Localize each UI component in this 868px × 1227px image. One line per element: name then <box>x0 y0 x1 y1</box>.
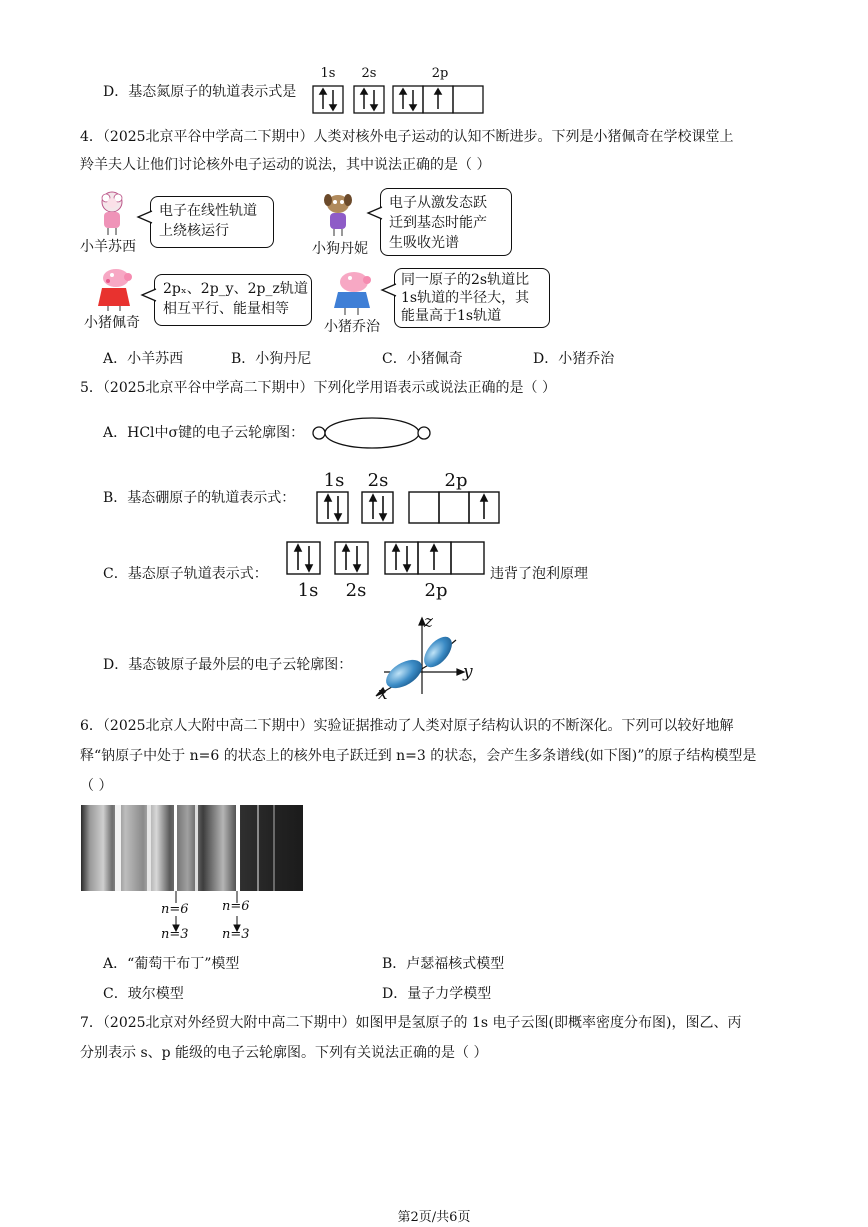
q5-stem: 5．（2025北京平谷中学高二下期中）下列化学用语表示或说法正确的是（ ） <box>80 380 556 396</box>
axis-label-x: x <box>378 684 388 704</box>
speech-bubble-george <box>394 268 550 328</box>
axis-label-z: z <box>424 612 433 632</box>
q5-option-d: D．基态铍原子最外层的电子云轮廓图： <box>103 657 353 673</box>
character-name-peppa: 小猪佩奇 <box>84 315 140 331</box>
speech-line: 能量高于1s轨道 <box>401 308 502 324</box>
boron-orbital-diagram <box>314 490 504 526</box>
speech-line: 2pₓ、2p_y、2p_z轨道 <box>163 281 308 297</box>
orbital-label-1s: 1s <box>320 66 336 81</box>
nitrogen-orbital-diagram <box>310 84 490 116</box>
speech-line: 电子在线性轨道 <box>159 203 257 219</box>
n3-label-left: n=3 <box>161 927 189 942</box>
speech-line: 相互平行、能量相等 <box>163 301 289 317</box>
character-name-danny: 小狗丹妮 <box>312 241 368 257</box>
q3-option-d: D．基态氮原子的轨道表示式是 <box>103 84 297 100</box>
orbital-label-2p: 2p <box>444 470 468 491</box>
axis-label-y: y <box>463 662 473 682</box>
orbital-label-2s: 2s <box>345 580 367 601</box>
n3-label-right: n=3 <box>222 927 250 942</box>
q4-option-d: D．小猪乔治 <box>533 351 615 367</box>
speech-line: 迁到基态时能产 <box>389 215 487 231</box>
bubble-tail <box>380 283 398 297</box>
orbital-label-1s: 1s <box>323 470 345 491</box>
n6-label-right: n=6 <box>222 899 250 914</box>
speech-line: 上绕核运行 <box>159 223 229 239</box>
n6-label-left: n=6 <box>161 902 189 917</box>
q5-option-b: B．基态硼原子的轨道表示式： <box>103 490 296 506</box>
q7-stem-line2: 分别表示 s、p 能级的电子云轮廓图。下列有关说法正确的是（ ） <box>80 1045 488 1061</box>
speech-bubble-danny <box>380 188 512 256</box>
orbital-label-2s: 2s <box>367 470 389 491</box>
q6-option-b: B．卢瑟福核式模型 <box>382 956 505 972</box>
orbital-label-2p: 2p <box>431 66 449 81</box>
dog-character-icon <box>318 192 358 238</box>
sheep-character-icon <box>92 190 132 236</box>
bubble-tail <box>140 288 158 302</box>
character-name-george: 小猪乔治 <box>324 319 380 335</box>
bubble-tail <box>136 210 154 224</box>
q4-option-c: C．小猪佩奇 <box>382 351 463 367</box>
q6-option-d: D．量子力学模型 <box>382 986 492 1002</box>
page-number: 第2页/共6页 <box>397 1210 471 1225</box>
character-name-suzy: 小羊苏西 <box>80 239 136 255</box>
q5-option-c: C．基态原子轨道表示式： <box>103 566 268 582</box>
speech-line: 电子从激发态跃 <box>389 195 487 211</box>
speech-line: 生吸收光谱 <box>389 235 459 251</box>
pig-character-icon <box>94 266 134 312</box>
q4-option-a: A．小羊苏西 <box>103 351 184 367</box>
q4-option-b: B．小狗丹尼 <box>231 351 312 367</box>
hcl-sigma-bond-cloud <box>312 416 432 450</box>
speech-line: 1s轨道的半径大，其 <box>401 290 530 306</box>
q6-stem-line1: 6．（2025北京人大附中高二下期中）实验证据推动了人类对原子结构认识的不断深化。下列可以较好地解 <box>80 718 734 734</box>
sodium-spectrum-image <box>81 805 303 943</box>
speech-bubble-peppa <box>154 274 312 326</box>
q5-c-suffix: 违背了泡利原理 <box>490 566 588 582</box>
orbital-label-2p: 2p <box>424 580 448 601</box>
q5-option-a: A．HCl中σ键的电子云轮廓图： <box>103 425 305 441</box>
q4-stem-line1: 4．（2025北京平谷中学高二下期中）人类对核外电子运动的认知不断进步。下列是小猪佩奇在学校课堂上 <box>80 129 734 145</box>
orbital-label-1s: 1s <box>297 580 319 601</box>
pig-character-george-icon <box>330 268 374 316</box>
q6-option-a: A．“葡萄干布丁”模型 <box>103 956 240 972</box>
orbital-label-2s: 2s <box>361 66 377 81</box>
q6-stem-line3: （ ） <box>80 778 113 794</box>
speech-line: 同一原子的2s轨道比 <box>401 272 530 288</box>
q4-stem-line2: 羚羊夫人让他们讨论核外电子运动的说法，其中说法正确的是（ ） <box>80 157 491 173</box>
speech-bubble-suzy <box>150 196 274 248</box>
q6-option-c: C．玻尔模型 <box>103 986 184 1002</box>
q6-stem-line2: 释“钠原子中处于 n=6 的状态上的核外电子跃迁到 n=3 的状态，会产生多条谱线(如下图)”的原子结构模型是 <box>80 748 757 764</box>
atom-orbital-diagram <box>284 540 488 576</box>
bubble-tail <box>366 206 384 220</box>
q7-stem-line1: 7．（2025北京对外经贸大附中高二下期中）如图甲是氢原子的 1s 电子云图(即概率密度分布图)，图乙、丙 <box>80 1015 742 1031</box>
